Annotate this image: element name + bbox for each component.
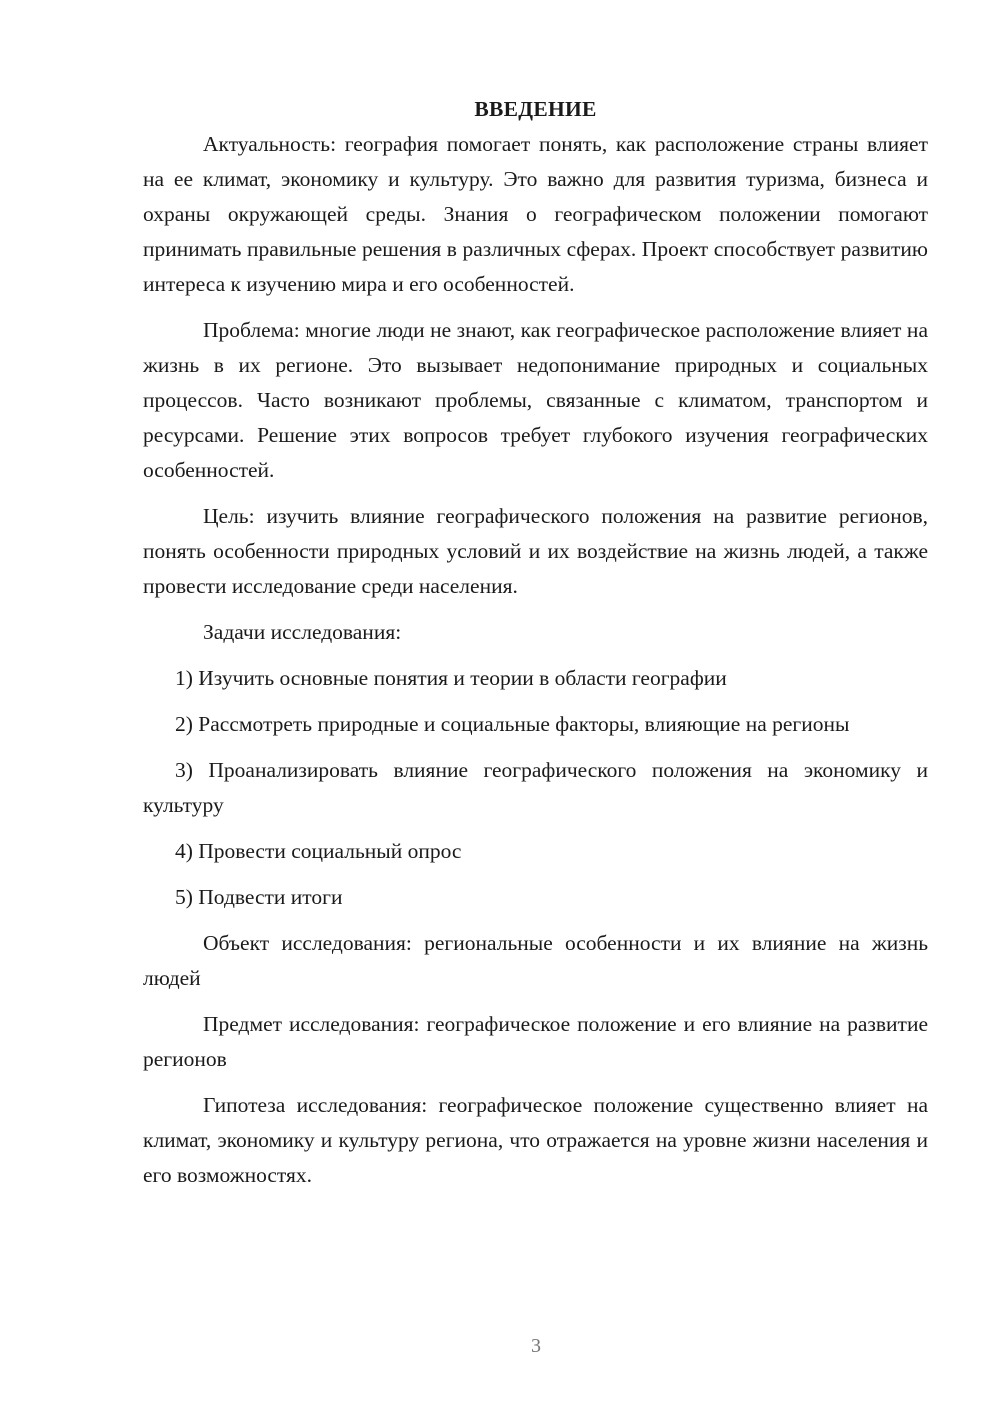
task-item-5: 5) Подвести итоги [175, 885, 343, 909]
paragraph-problem: Проблема: многие люди не знают, как географическое расположение влияет на жизнь в их регионе. Это вызывает недопонимание природных и социальных процессов. Часто возникают проблемы, связанные с климатом, транспортом и ресурсами. Решение этих вопросов требует глубокого изучения географических особенностей. [143, 318, 928, 482]
page-number: 3 [531, 1335, 541, 1357]
paragraph-object: Объект исследования: региональные особенности и их влияние на жизнь людей [143, 931, 928, 990]
task-item-4: 4) Провести социальный опрос [175, 839, 462, 863]
task-item-2: 2) Рассмотреть природные и социальные факторы, влияющие на регионы [175, 712, 850, 736]
paragraph-tasks-heading: Задачи исследования: [203, 620, 402, 644]
task-item-3: 3) Проанализировать влияние географического положения на экономику и культуру [143, 758, 928, 817]
task-item-1: 1) Изучить основные понятия и теории в области географии [175, 666, 727, 690]
paragraph-hypothesis: Гипотеза исследования: географическое положение существенно влияет на климат, экономику и культуру региона, что отражается на уровне жизни населения и его возможностях. [143, 1093, 928, 1187]
paragraph-subject: Предмет исследования: географическое положение и его влияние на развитие регионов [143, 1012, 928, 1071]
paragraph-relevance: Актуальность: география помогает понять, как расположение страны влияет на ее климат, экономику и культуру. Это важно для развития туризма, бизнеса и охраны окружающей среды. Знания о географическом положении помогают принимать правильные решения в различных сферах. Проект способствует развитию интереса к изучению мира и его особенностей. [143, 132, 928, 296]
page-title: ВВЕДЕНИЕ [474, 97, 597, 121]
paragraph-goal: Цель: изучить влияние географического положения на развитие регионов, понять особенности природных условий и их воздействие на жизнь людей, а также провести исследование среди населения. [143, 504, 928, 598]
document-page [143, 92, 928, 1193]
